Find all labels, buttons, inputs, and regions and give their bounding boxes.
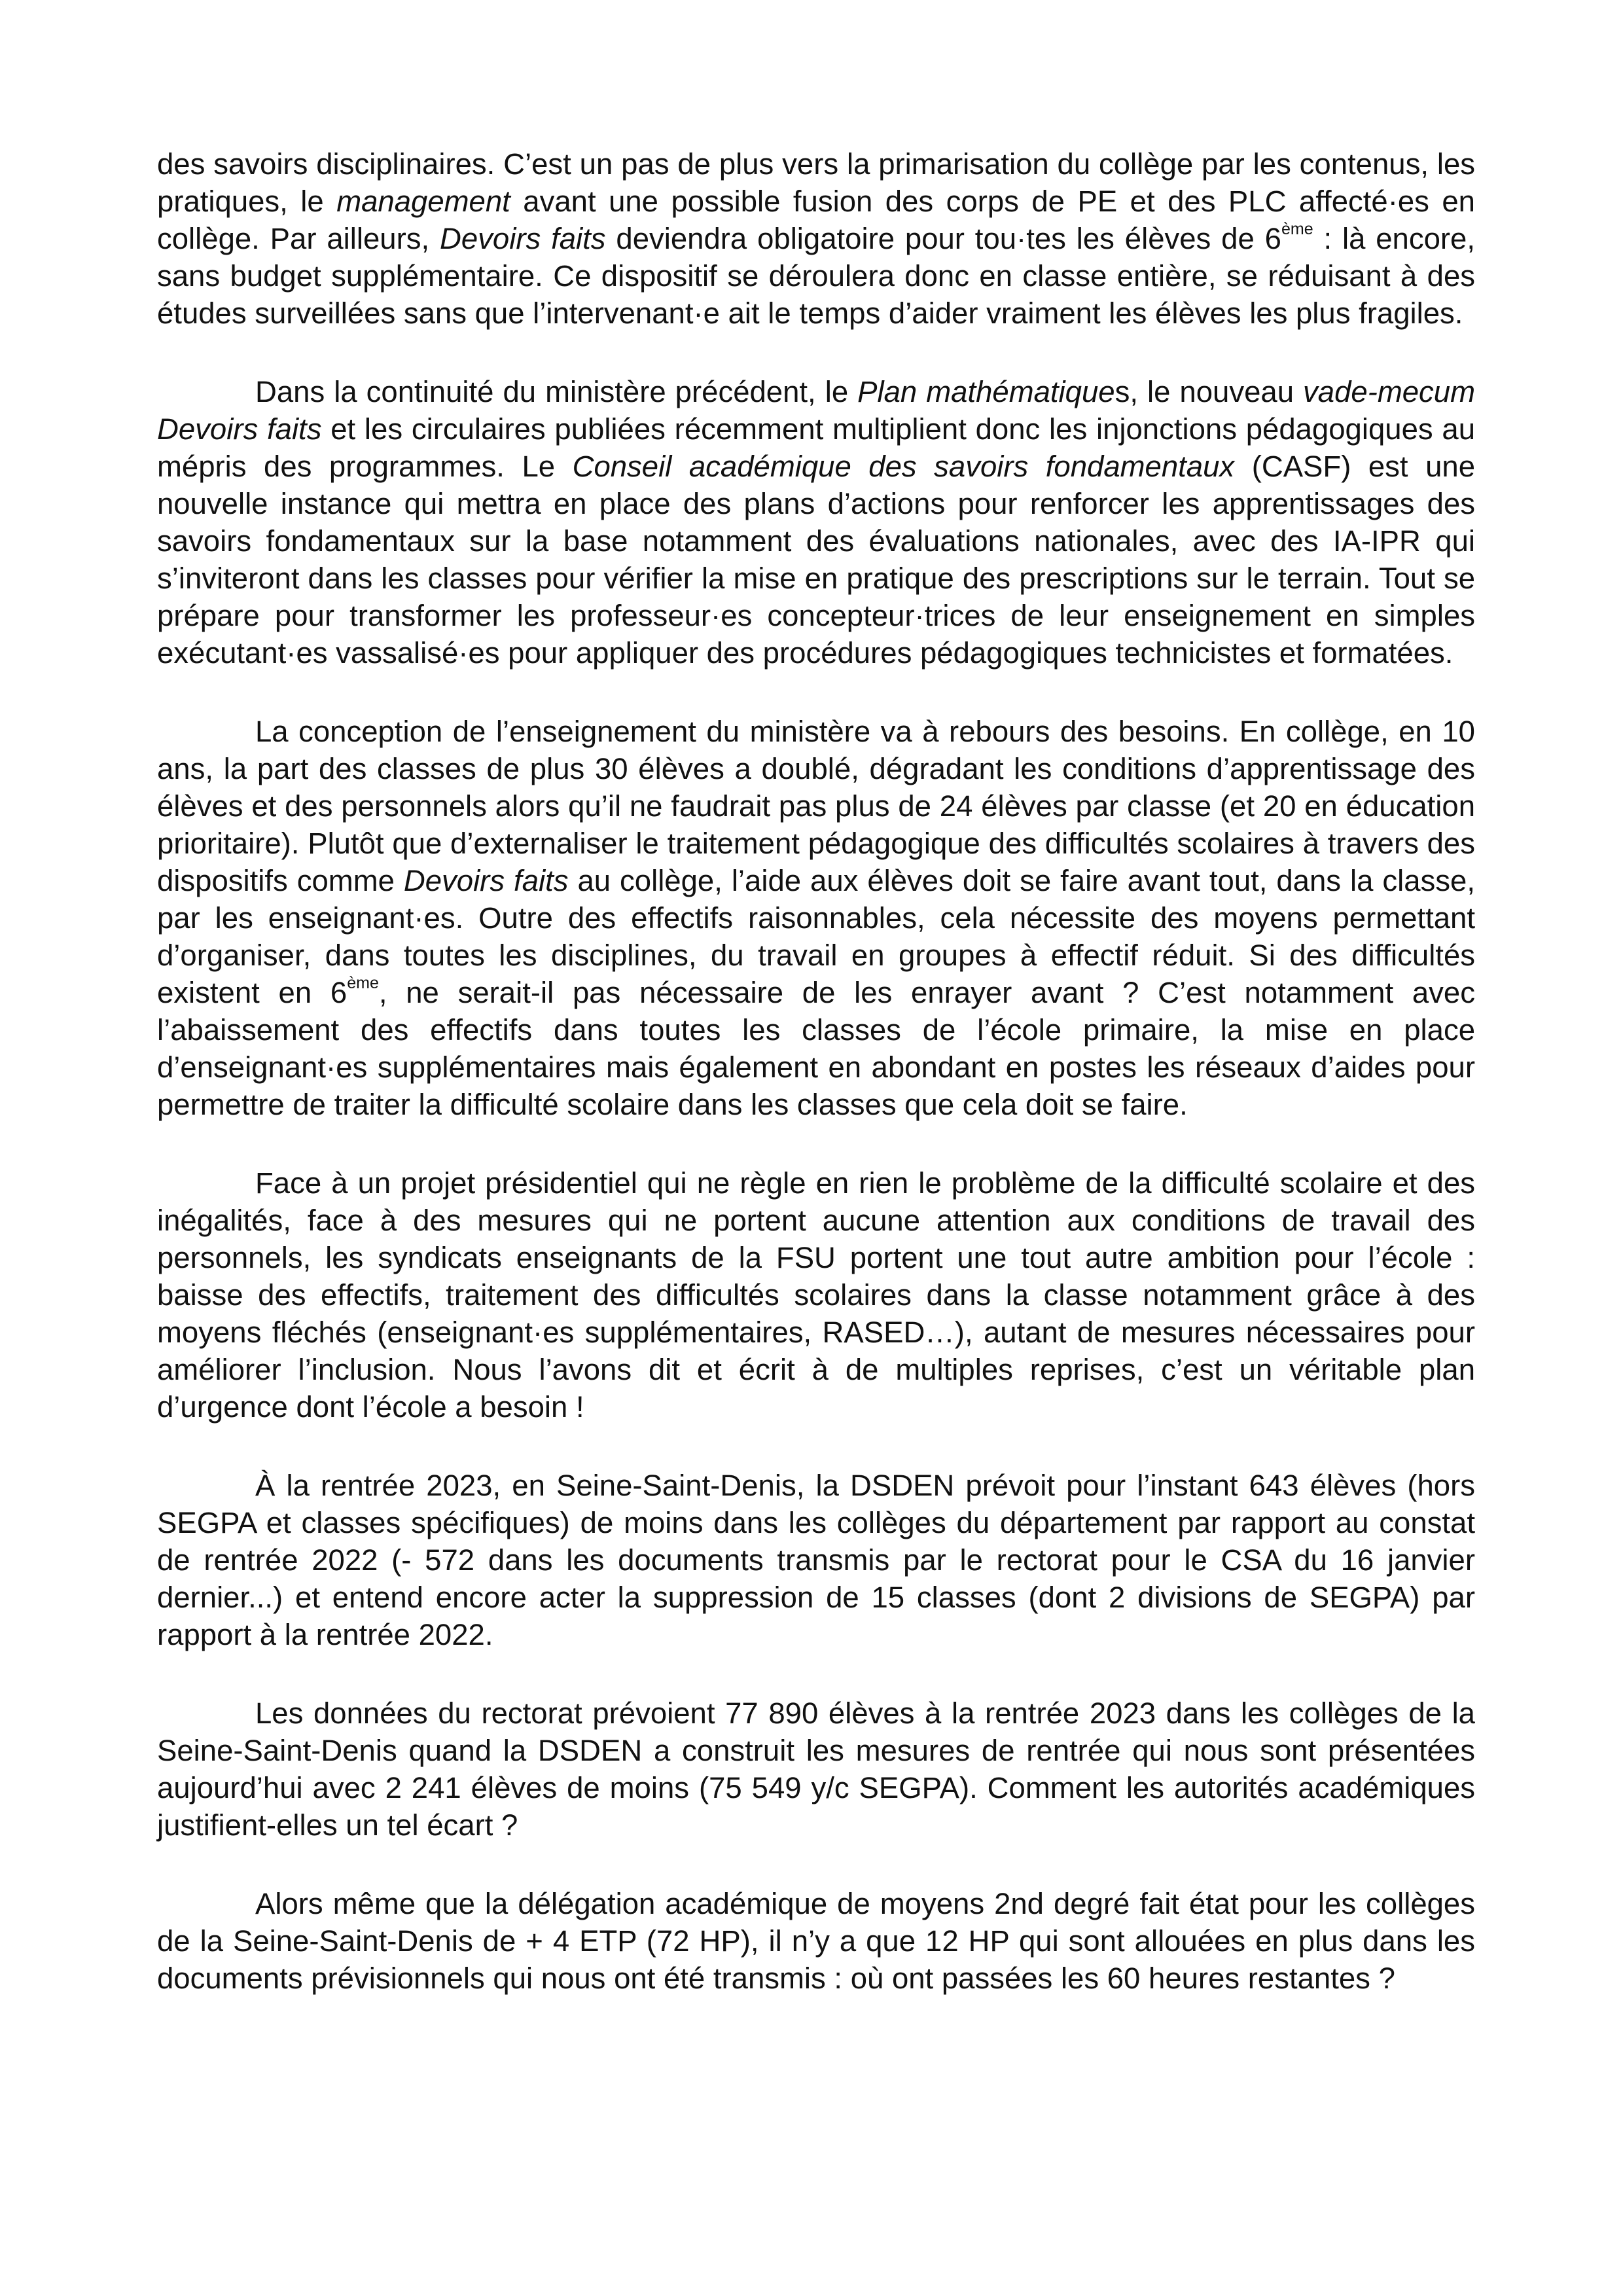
text-run: des savoirs disciplinaires. C’est un pas de plus vers la primarisation du collège par les contenus, les pratiques, le bbox=[157, 147, 1475, 218]
text-run: Face à un projet présidentiel qui ne règle en rien le problème de la difficulté scolaire et des inégalités, face à des mesures qui ne portent aucune attention aux conditions de travail des personnels, les syndicats enseignants de la FSU portent une tout autre ambition pour l’école : baisse des effectifs, traitement des difficultés scolaires dans la classe notamment grâce à des moyens fléchés (enseignant·es supplémentaires, RASED…), autant de mesures nécessaires pour améliorer l’inclusion. Nous l’avons dit et écrit à de multiples reprises, c’est un véritable plan d’urgence dont l’école a besoin ! bbox=[157, 1166, 1475, 1424]
paragraph-4 bbox=[157, 1164, 1475, 1426]
italic-run: Devoirs faits bbox=[440, 222, 606, 255]
paragraph-6 bbox=[157, 1695, 1475, 1844]
superscript-run: ème bbox=[347, 973, 379, 992]
text-run: Dans la continuité du ministère précédent, le bbox=[255, 375, 858, 408]
italic-run: Plan mathématique bbox=[857, 375, 1115, 408]
document-page bbox=[157, 145, 1475, 1997]
text-run: : là encore, sans budget supplémentaire. Ce dispositif se déroulera donc en classe entière, se réduisant à des études surveillées sans que l’intervenant·e ait le temps d’aider vraiment les élèves les plus fragiles. bbox=[157, 222, 1475, 330]
text-run: La conception de l’enseignement du ministère va à rebours des besoins. En collège, en 10 ans, la part des classes de plus 30 élèves a doublé, dégradant les conditions d’apprentissage des élèves et des personnels alors qu’il ne faudrait pas plus de 24 élèves par classe (et 20 en éducation prioritaire). Plutôt que d’externaliser le traitement pédagogique des difficultés scolaires à travers des dispositifs comme bbox=[157, 715, 1475, 897]
text-run: , ne serait-il pas nécessaire de les enrayer avant ? C’est notamment avec l’abaissement des effectifs dans toutes les classes de l’école primaire, la mise en place d’enseignant·es supplémentaires mais également en abondant en postes les réseaux d’aides pour permettre de traiter la difficulté scolaire dans les classes que cela doit se faire. bbox=[157, 976, 1475, 1121]
paragraph-5 bbox=[157, 1467, 1475, 1653]
italic-run: management bbox=[336, 185, 510, 218]
text-run: au collège, l’aide aux élèves doit se faire avant tout, dans la classe, par les enseignant·es. Outre des effectifs raisonnables, cela nécessite des moyens permettant d’organiser, dans toutes les disciplines, du travail en groupes à effectif réduit. Si des difficultés existent en 6 bbox=[157, 864, 1475, 1009]
text-run: et les circulaires publiées récemment multiplient donc les injonctions pédagogiques au mépris des programmes. Le bbox=[157, 412, 1475, 483]
italic-run: Conseil académique des savoirs fondamentaux bbox=[572, 450, 1235, 483]
italic-run: Devoirs faits bbox=[403, 864, 569, 897]
text-run: (CASF) est une nouvelle instance qui mettra en place des plans d’actions pour renforcer les apprentissages des savoirs fondamentaux sur la base notamment des évaluations nationales, avec des IA-IPR qui s’inviteront dans les classes pour vérifier la mise en pratique des prescriptions sur le terrain. Tout se prépare pour transformer les professeur·es concepteur·trices de leur enseignement en simples exécutant·es vassalisé·es pour appliquer des procédures pédagogiques technicistes et formatées. bbox=[157, 450, 1475, 670]
superscript-run: ème bbox=[1281, 219, 1313, 238]
text-run: deviendra obligatoire pour tou·tes les élèves de 6 bbox=[605, 222, 1281, 255]
paragraph-7 bbox=[157, 1885, 1475, 1997]
paragraph-3 bbox=[157, 713, 1475, 1123]
text-run: avant une possible fusion des corps de PE et des PLC affecté·es en collège. Par ailleurs, bbox=[157, 185, 1475, 255]
paragraph-2 bbox=[157, 373, 1475, 672]
text-run: s, le nouveau bbox=[1115, 375, 1304, 408]
text-run: Les données du rectorat prévoient 77 890 élèves à la rentrée 2023 dans les collèges de la Seine-Saint-Denis quand la DSDEN a construit les mesures de rentrée qui nous sont présentées aujourd’hui avec 2 241 élèves de moins (75 549 y/c SEGPA). Comment les autorités académiques justifient-elles un tel écart ? bbox=[157, 1696, 1475, 1842]
text-run: Alors même que la délégation académique de moyens 2nd degré fait état pour les collèges de la Seine-Saint-Denis de + 4 ETP (72 HP), il n’y a que 12 HP qui sont allouées en plus dans les documents prévisionnels qui nous ont été transmis : où ont passées les 60 heures restantes ? bbox=[157, 1887, 1475, 1995]
text-run: À la rentrée 2023, en Seine-Saint-Denis, la DSDEN prévoit pour l’instant 643 élèves (hors SEGPA et classes spécifiques) de moins dans les collèges du département par rapport au constat de rentrée 2022 (- 572 dans les documents transmis par le rectorat pour le CSA du 16 janvier dernier...) et entend encore acter la suppression de 15 classes (dont 2 divisions de SEGPA) par rapport à la rentrée 2022. bbox=[157, 1469, 1475, 1651]
italic-run: vade-mecum Devoirs faits bbox=[157, 375, 1476, 446]
paragraph-1 bbox=[157, 145, 1475, 332]
